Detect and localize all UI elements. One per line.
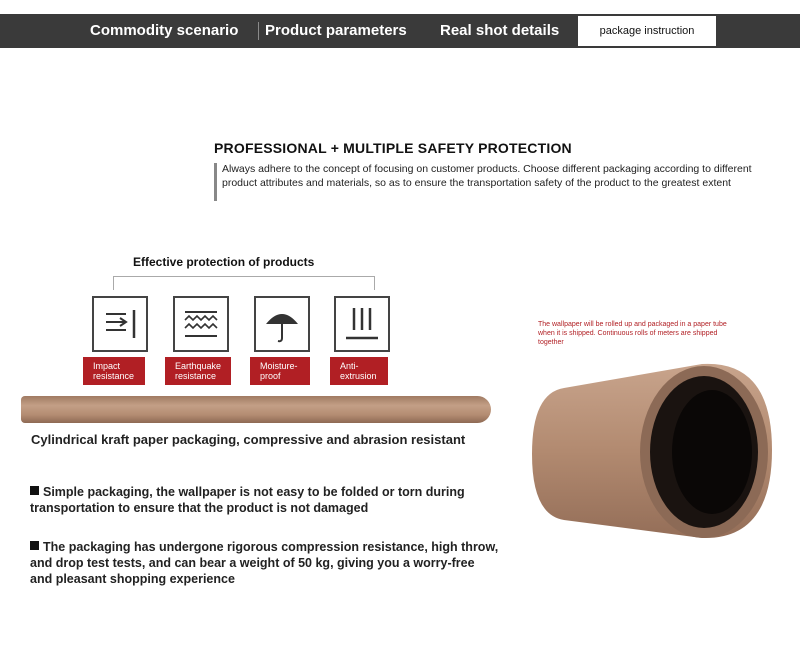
impact-label: Impact resistance [83, 357, 145, 385]
protection-bracket [113, 276, 375, 290]
shipping-note: The wallpaper will be rolled up and packaged in a paper tube when it is shipped. Continuous rolls of meters are shipped together [538, 321, 727, 346]
tab-package-instruction[interactable]: package instruction [578, 16, 716, 46]
bullet-square-icon [30, 541, 39, 550]
bullet-text: The packaging has undergone rigorous compression resistance, high throw, and drop test tests, and can bear a weight of 50 kg, giving you a worry-free and pleasant shopping experience [30, 540, 499, 586]
bullet-square-icon [30, 486, 39, 495]
tab-divider [258, 22, 259, 40]
paper-tube-photo [532, 360, 782, 545]
bullet-simple-packaging [30, 484, 500, 516]
impact-icon [92, 296, 148, 352]
bullet-compression-test [30, 539, 500, 587]
bullet-text: Simple packaging, the wallpaper is not easy to be folded or torn during transportation to ensure that the product is not damaged [30, 485, 465, 515]
tab-bar [0, 14, 800, 48]
tab-product-parameters[interactable]: Product parameters [265, 22, 407, 39]
tab-commodity-scenario[interactable]: Commodity scenario [90, 22, 239, 39]
protection-title: Effective protection of products [133, 255, 315, 269]
anti-extrusion-icon [334, 296, 390, 352]
tab-real-shot-details[interactable]: Real shot details [440, 22, 560, 39]
heading-accent-bar [214, 163, 217, 201]
kraft-tube-image [21, 396, 491, 423]
section-description: Always adhere to the concept of focusing on customer products. Choose different packaging according to different product attributes and materials, so as to ensure the transportation safety of the product to the greatest extent [222, 163, 752, 189]
tube-caption: Cylindrical kraft paper packaging, compressive and abrasion resistant [31, 432, 466, 447]
earthquake-icon [173, 296, 229, 352]
section-title: PROFESSIONAL + MULTIPLE SAFETY PROTECTION [214, 140, 572, 156]
anti-extrusion-label: Anti-extrusion [330, 357, 388, 385]
moisture-label: Moisture-proof [250, 357, 310, 385]
umbrella-icon [254, 296, 310, 352]
earthquake-label: Earthquake resistance [165, 357, 231, 385]
